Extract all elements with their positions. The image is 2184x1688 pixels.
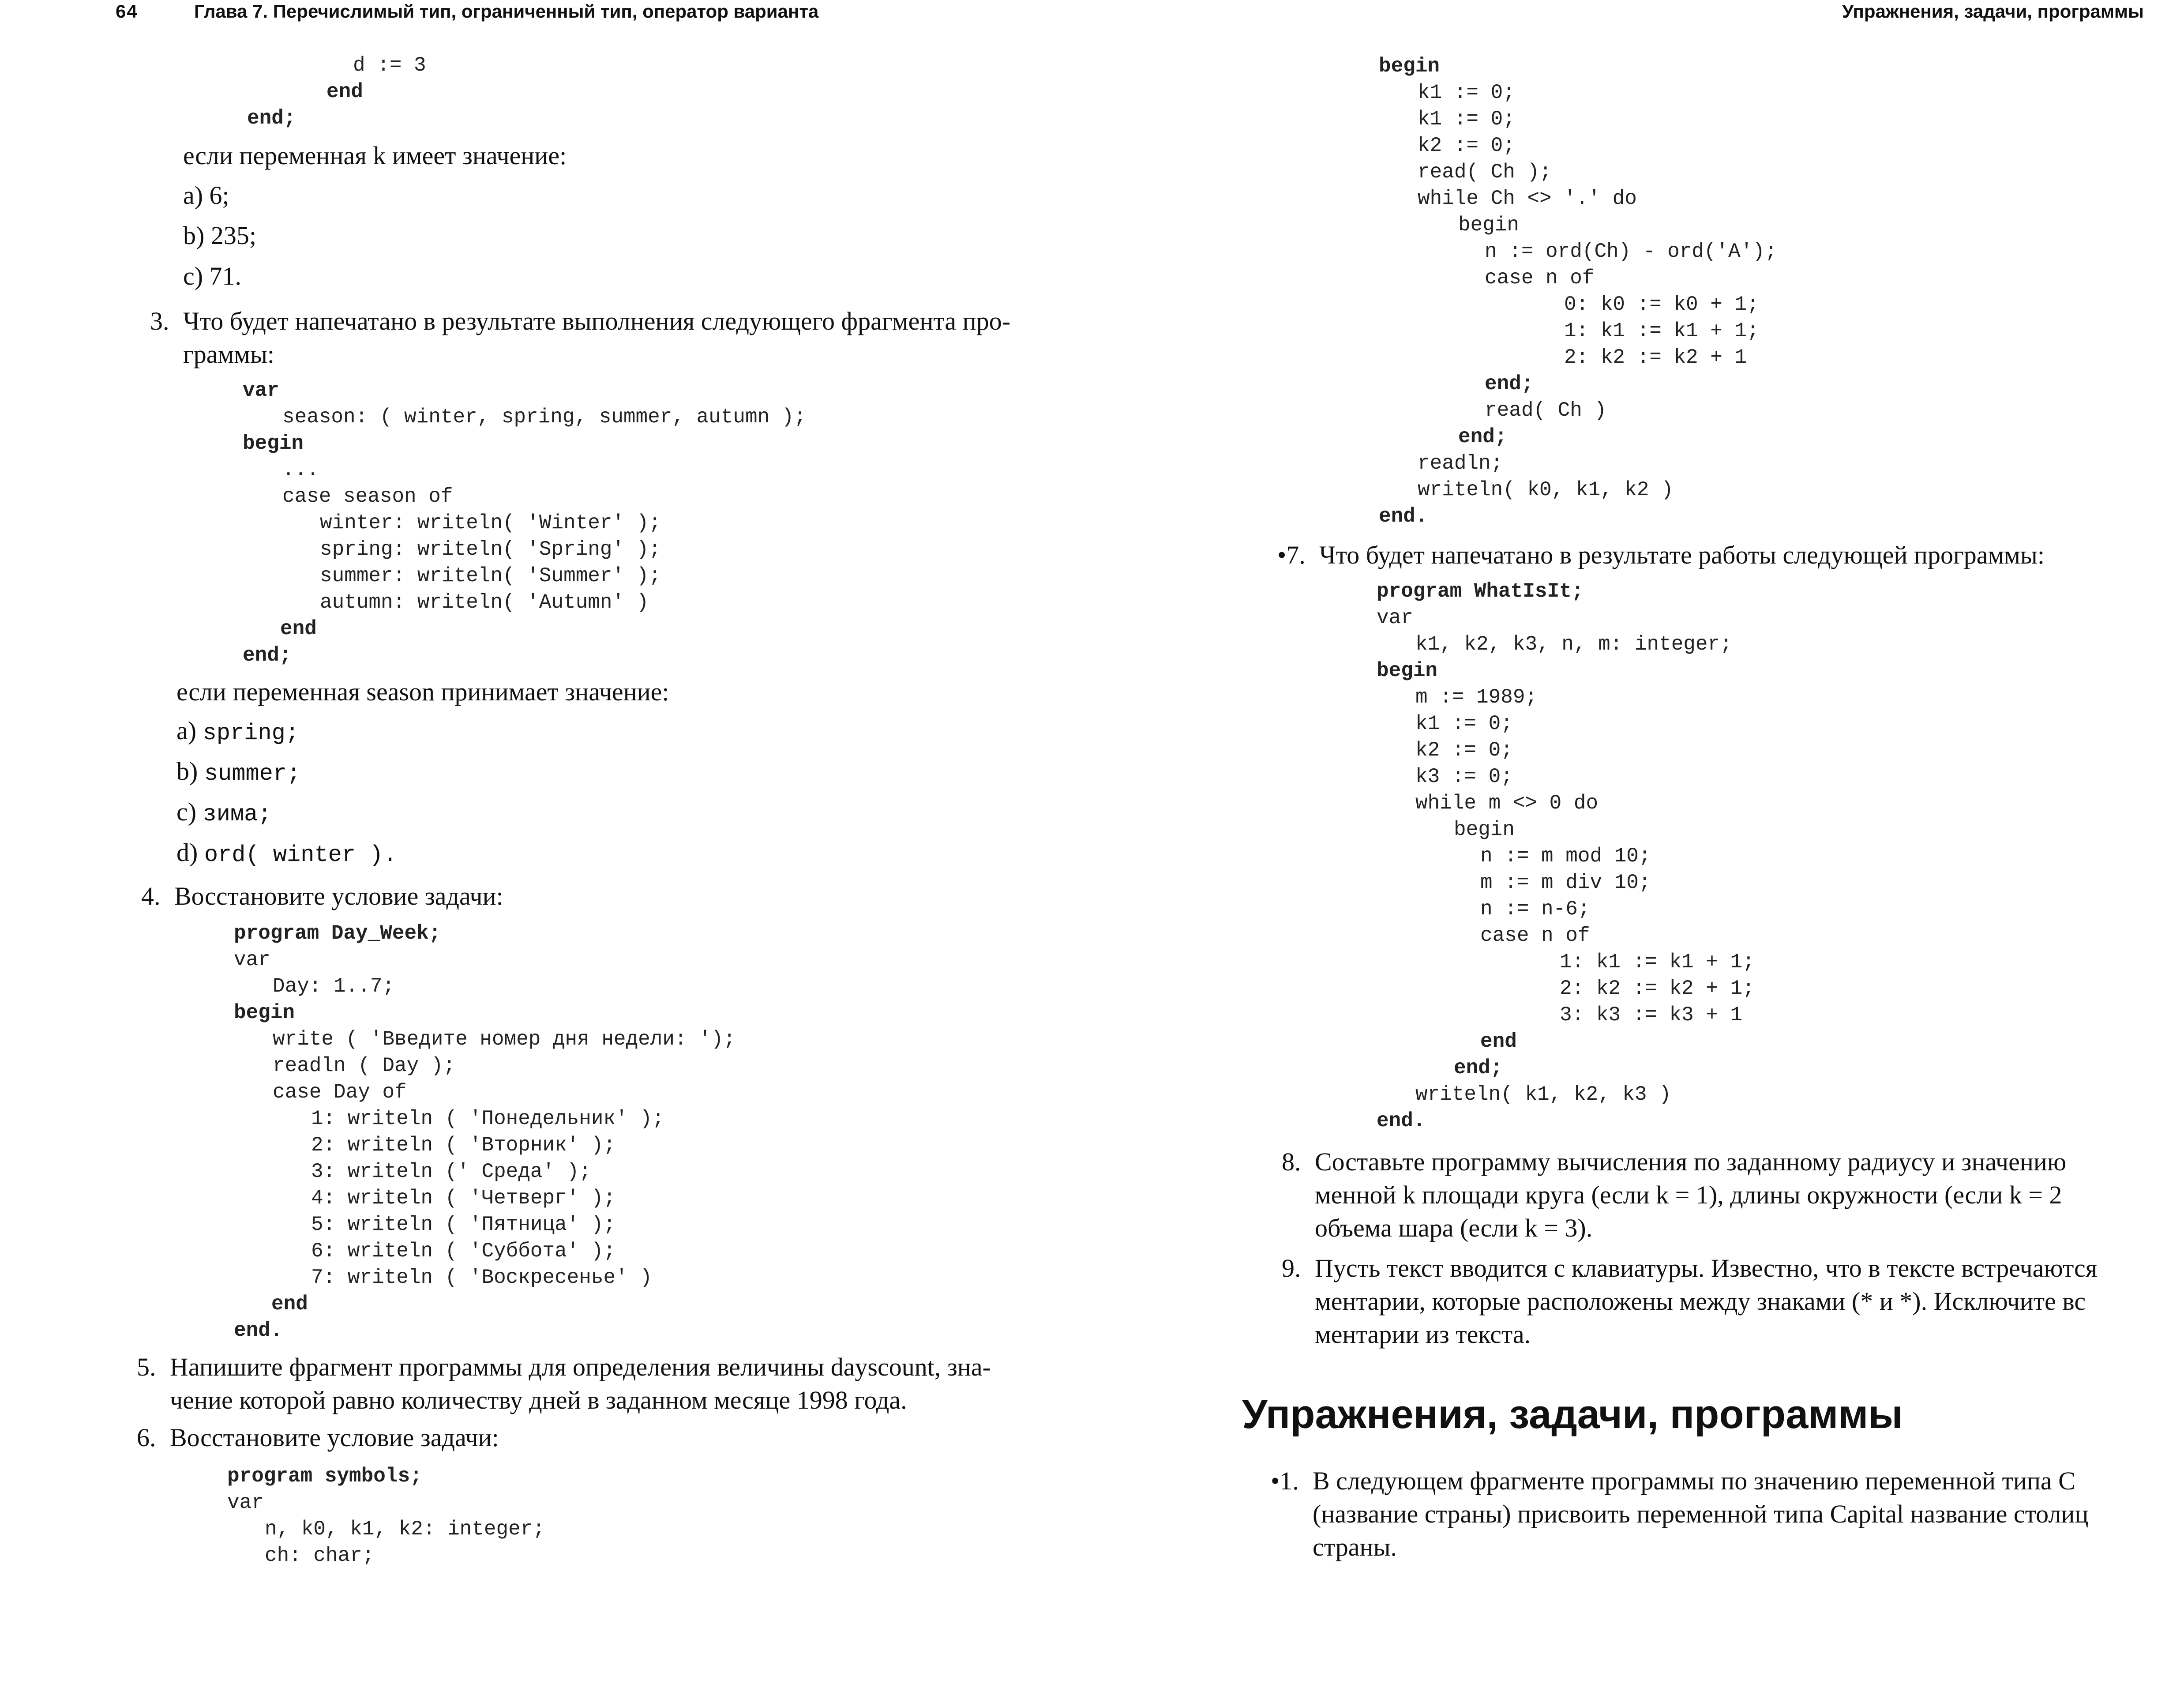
- code-line: begin: [243, 432, 304, 455]
- question-text: граммы:: [183, 340, 275, 368]
- right-page: [1092, 0, 2184, 1688]
- page-number: 64: [116, 1, 138, 22]
- code-line: end;: [243, 644, 292, 667]
- question-text: Что будет напечатано в результате выполнения следующего фрагмента про-: [183, 307, 1011, 335]
- code-line: begin: [1454, 818, 1515, 841]
- question-text: Что будет напечатано в результате работы следующей программы:: [1319, 541, 2045, 569]
- q3-option-a: [176, 714, 299, 750]
- code-line: readln ( Day );: [273, 1054, 456, 1077]
- code-line: n := ord(Ch) - ord('A');: [1485, 240, 1777, 263]
- question-text: Напишите фрагмент программы для определения величины dayscount, зна-: [170, 1353, 991, 1381]
- question-text: менной k площади круга (если k = 1), длины окружности (если k = 2: [1315, 1180, 2062, 1209]
- code-line: m := 1989;: [1415, 686, 1538, 709]
- question-text: ментарии из текста.: [1315, 1320, 1531, 1349]
- code-line: k2 := 0;: [1415, 739, 1513, 762]
- code-line: case Day of: [273, 1081, 407, 1104]
- option-label: c): [176, 797, 197, 826]
- code-line: k1 := 0;: [1415, 712, 1513, 735]
- code-line: 1: k1 := k1 + 1;: [1564, 320, 1759, 342]
- question-text: страны.: [1313, 1533, 1397, 1561]
- code-line: begin: [1377, 659, 1438, 682]
- code-line: spring: writeln( 'Spring' );: [320, 538, 661, 561]
- code-line: 5: writeln ( 'Пятница' );: [311, 1213, 616, 1236]
- code-line: program Day_Week;: [234, 922, 441, 945]
- section-title: Упражнения, задачи, программы: [1242, 1392, 1903, 1437]
- code-line: end: [326, 80, 363, 103]
- code-line: k1 := 0;: [1418, 108, 1515, 131]
- code-line: end: [1480, 1030, 1517, 1053]
- code-line: program WhatIsIt;: [1377, 580, 1584, 603]
- code-line: begin: [234, 1001, 295, 1024]
- option-value: spring;: [203, 720, 299, 746]
- code-line: end;: [247, 107, 296, 130]
- question-number: 9.: [1282, 1254, 1301, 1282]
- code-line: while m <> 0 do: [1415, 792, 1599, 815]
- code-line: case n of: [1480, 924, 1590, 947]
- q3-after: если переменная season принимает значение:: [176, 677, 669, 706]
- code-line: 2: writeln ( 'Вторник' );: [311, 1134, 616, 1157]
- code-line: readln;: [1418, 452, 1503, 475]
- code-line: k1, k2, k3, n, m: integer;: [1415, 633, 1732, 656]
- code-line: 3: k3 := k3 + 1: [1560, 1004, 1743, 1026]
- question-8: [1282, 1145, 2067, 1244]
- question-text: ментарии, которые расположены между знаками (* и *). Исключите вс: [1315, 1287, 2086, 1316]
- q3-code: [243, 377, 806, 669]
- q3-option-c: [176, 795, 272, 831]
- option-value: ord( winter ).: [204, 842, 397, 868]
- question-number: 6.: [137, 1423, 156, 1452]
- code-line: k1 := 0;: [1418, 81, 1515, 104]
- question-number: •7.: [1277, 541, 1306, 569]
- question-number: 3.: [150, 307, 169, 335]
- code-line: var: [227, 1491, 264, 1514]
- code-line: end;: [1458, 425, 1507, 448]
- code-line: ...: [282, 459, 319, 481]
- code-line: end;: [1454, 1056, 1503, 1079]
- code-line: var: [234, 948, 270, 971]
- question-number: •1.: [1271, 1466, 1299, 1495]
- code-line: Day: 1..7;: [273, 975, 395, 998]
- code-line: n := m mod 10;: [1480, 845, 1651, 868]
- code-line: season: ( winter, spring, summer, autumn );: [282, 406, 806, 429]
- code-line: writeln( k0, k1, k2 ): [1418, 478, 1674, 501]
- question-4: [141, 880, 503, 913]
- q4-code: [234, 920, 736, 1344]
- code-line: case n of: [1485, 267, 1595, 289]
- question-9: [1282, 1252, 2098, 1351]
- code-line: end.: [1379, 505, 1428, 528]
- question-number: 5.: [137, 1353, 156, 1381]
- q2-option-b: b) 235;: [183, 221, 256, 250]
- code-line: k2 := 0;: [1418, 134, 1515, 157]
- code-line: n, k0, k1, k2: integer;: [265, 1518, 545, 1541]
- code-line: end;: [1485, 372, 1534, 395]
- question-text: Восстановите условие задачи:: [170, 1423, 499, 1452]
- code-line: while Ch <> '.' do: [1418, 187, 1637, 210]
- question-number: 4.: [141, 882, 161, 910]
- code-line: read( Ch );: [1418, 161, 1552, 184]
- running-header: Упражнения, задачи, программы: [1842, 1, 2144, 22]
- code-line: end: [271, 1293, 308, 1316]
- code-line: 0: k0 := k0 + 1;: [1564, 293, 1759, 316]
- code-line: 1: writeln ( 'Понедельник' );: [311, 1107, 664, 1130]
- question-3: [150, 305, 1011, 371]
- code-line: 2: k2 := k2 + 1: [1564, 346, 1747, 369]
- code-line: var: [243, 379, 279, 402]
- q2-tail: если переменная k имеет значение:: [183, 141, 567, 170]
- question-7: [1277, 538, 2045, 571]
- code-line: 6: writeln ( 'Суббота' );: [311, 1240, 616, 1263]
- q3-option-b: [176, 755, 300, 790]
- code-top: [247, 52, 426, 132]
- question-5: [137, 1350, 991, 1417]
- code-line: autumn: writeln( 'Autumn' ): [320, 591, 649, 614]
- code-line: winter: writeln( 'Winter' );: [320, 511, 661, 534]
- question-text: Составьте программу вычисления по заданному радиусу и значению: [1315, 1147, 2067, 1176]
- question-text: (название страны) присвоить переменной типа Capital название столиц: [1313, 1500, 2089, 1528]
- code-line: 3: writeln (' Среда' );: [311, 1160, 591, 1183]
- question-text: объема шара (если k = 3).: [1315, 1214, 1593, 1242]
- question-text: Восстановите условие задачи:: [174, 882, 503, 910]
- code-line: case season of: [282, 485, 453, 508]
- option-label: a): [176, 716, 197, 745]
- question-text: чение которой равно количеству дней в заданном месяце 1998 года.: [170, 1386, 907, 1414]
- q2-option-a: a) 6;: [183, 181, 229, 210]
- code-line: k3 := 0;: [1415, 765, 1513, 788]
- code-line: program symbols;: [227, 1465, 422, 1488]
- code-line: 7: writeln ( 'Воскресенье' ): [311, 1266, 652, 1289]
- option-label: b): [176, 757, 198, 786]
- code-line: n := n-6;: [1480, 898, 1590, 921]
- code-line: m := m div 10;: [1480, 871, 1651, 894]
- code-line: summer: writeln( 'Summer' );: [320, 564, 661, 587]
- exercise-1: [1271, 1464, 2089, 1564]
- code-line: end: [280, 617, 317, 640]
- chapter-header: Глава 7. Перечислимый тип, ограниченный тип, оператор варианта: [194, 1, 819, 22]
- q6-code: [227, 1463, 545, 1569]
- question-text: Пусть текст вводится с клавиатуры. Известно, что в тексте встречаются: [1315, 1254, 2098, 1282]
- code-line: 4: writeln ( 'Четверг' );: [311, 1187, 616, 1210]
- code-line: writeln( k1, k2, k3 ): [1415, 1083, 1671, 1106]
- question-6: [137, 1421, 499, 1454]
- option-value: summer;: [204, 761, 301, 787]
- q3-option-d: [176, 836, 397, 872]
- code-line: ch: char;: [265, 1544, 375, 1567]
- code-line: read( Ch ): [1485, 399, 1607, 422]
- q2-option-c: c) 71.: [183, 262, 242, 290]
- code-line: end.: [1377, 1109, 1426, 1132]
- code-line: begin: [1379, 55, 1440, 78]
- question-text: В следующем фрагменте программы по значению переменной типа C: [1313, 1466, 2075, 1495]
- option-label: d): [176, 838, 198, 867]
- q7-code: [1377, 578, 1755, 1134]
- code-line: 2: k2 := k2 + 1;: [1560, 977, 1755, 1000]
- code-line: var: [1377, 606, 1413, 629]
- code-continuation: [1379, 53, 1777, 530]
- code-line: write ( 'Введите номер дня недели: ');: [273, 1028, 736, 1051]
- code-line: 1: k1 := k1 + 1;: [1560, 951, 1755, 974]
- code-line: begin: [1458, 214, 1520, 237]
- code-line: end.: [234, 1319, 283, 1342]
- question-number: 8.: [1282, 1147, 1301, 1176]
- code-line: d := 3: [353, 54, 426, 77]
- option-value: зима;: [203, 801, 272, 827]
